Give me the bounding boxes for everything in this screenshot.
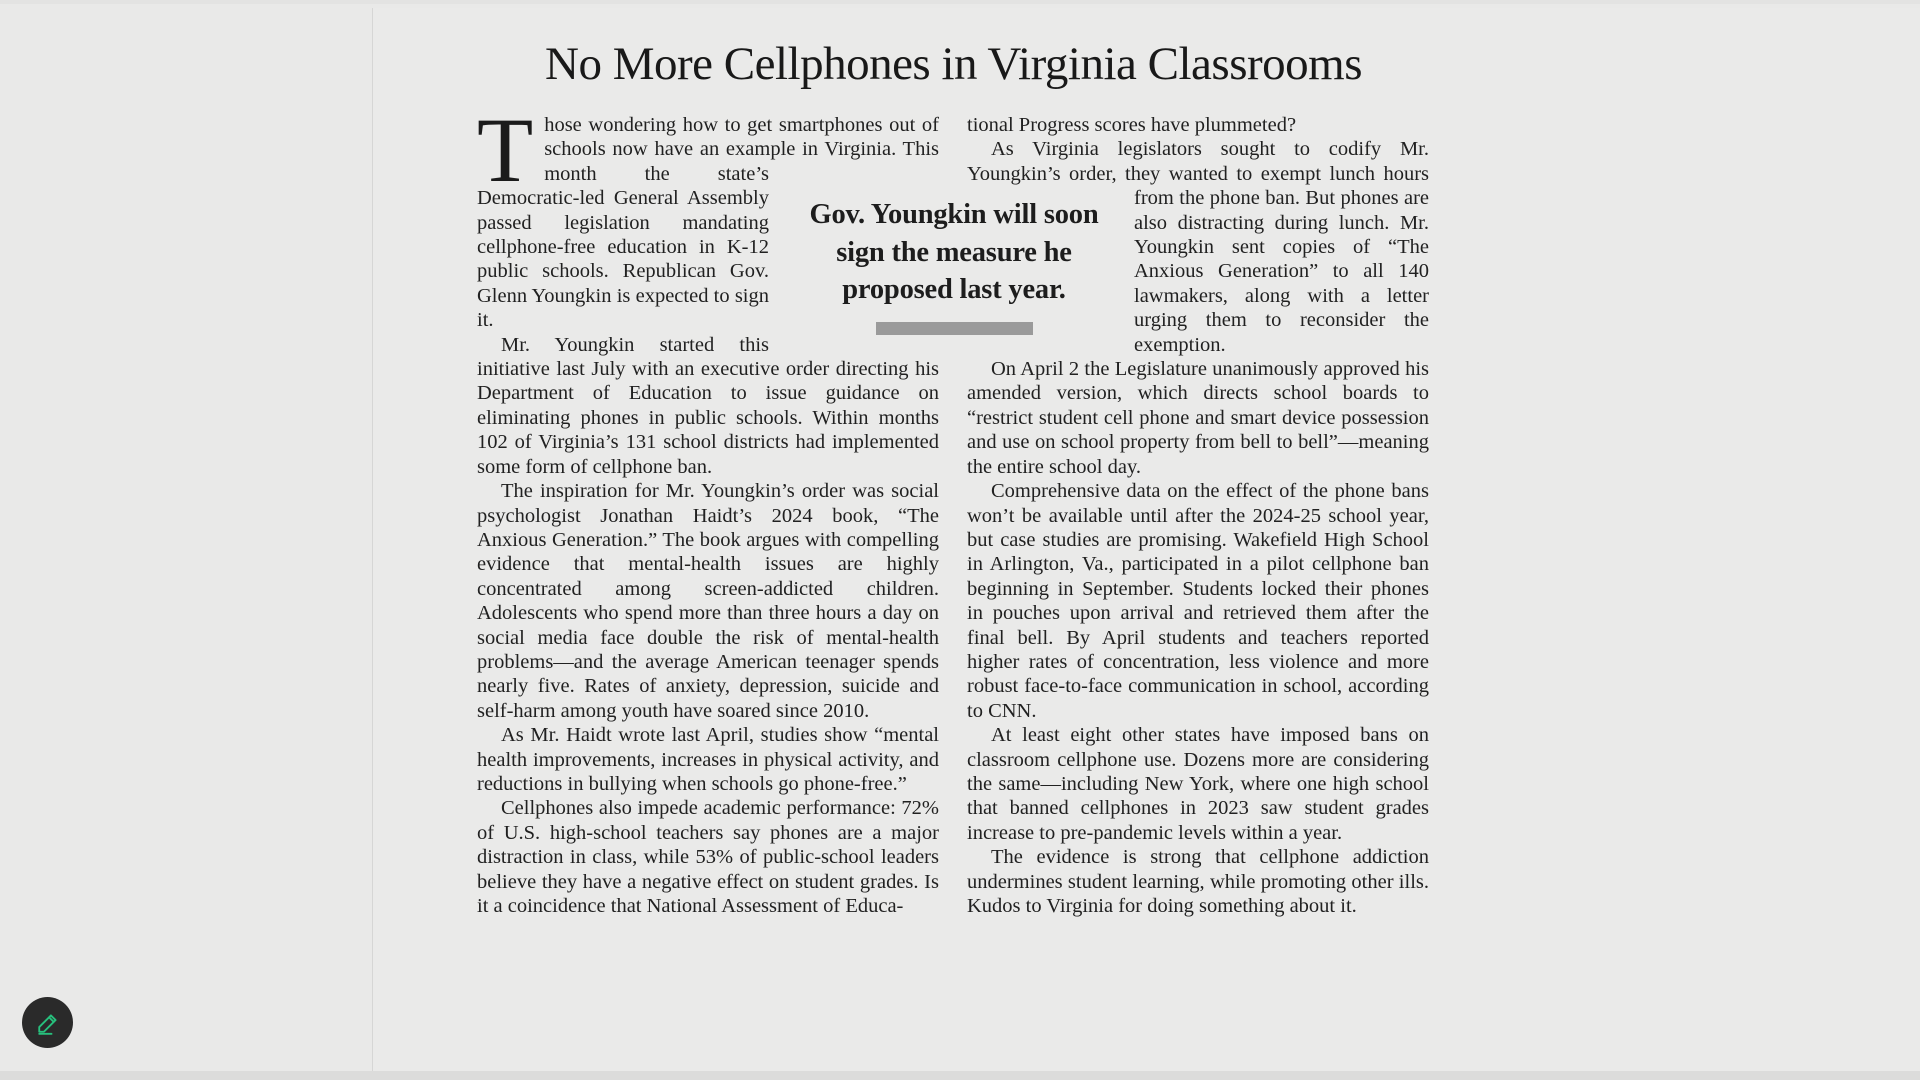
pencil-icon bbox=[34, 1009, 62, 1037]
paragraph: The evidence is strong that cellphone addiction undermines student learning, while promoting other ills. Kudos to Virginia for doing something about it. bbox=[967, 846, 1429, 917]
text-before-quote: As Virginia legislators sought to codify Mr. Youngkin’s order, they wanted to exempt lunch bbox=[967, 138, 1429, 185]
paragraph: Mr. Youngkin started this initiative last July with an executive order directing his Department of Education to issue guidance on eliminating phones in public schools. Within months 102 of Virginia’s 131 school districts had implemented some form of cellphone ban. bbox=[477, 333, 939, 478]
window-top-edge bbox=[0, 0, 1920, 4]
pull-quote-divider bbox=[876, 322, 1033, 335]
drop-cap: T bbox=[477, 99, 534, 201]
text-after-quote: hours from the phone ban. But phones are also distracting during lunch. Mr. Youngkin sent copies of “The Anxious Generation” to all 140 lawmakers, along with a letter urging them to reconsider the exemption. bbox=[1134, 162, 1429, 356]
lead-text-after-quote: state’s Democratic-led General Assembly passed legislation mandating cellphone-free education in K-12 public schools. Republican Gov. Glenn Youngkin is expected to sign it. bbox=[477, 162, 769, 332]
window-bottom-edge bbox=[0, 1071, 1920, 1080]
article-title: No More Cellphones in Virginia Classrooms bbox=[545, 38, 1362, 90]
paragraph: Cellphones also impede academic performance: 72% of U.S. high-school teachers say phones are a major distraction in class, while 53% of public-school leaders believe they have a negative effect on student grades. Is it a coincidence that National Assessment of Educa- bbox=[477, 797, 939, 917]
lead-text-before-quote: hose wondering how to get smartphones out of schools now have an example in Virginia. This month the bbox=[544, 114, 939, 185]
pull-quote bbox=[797, 196, 1111, 335]
paragraph: Comprehensive data on the effect of the phone bans won’t be available until after the 2024-25 school year, but case studies are promising. Wakefield High School in Arlington, Va., participated in a pilot cellphone ban beginning in September. Students locked their phones in pouches upon arrival and retrieved them after the final bell. By April students and teachers reported higher rates of concentration, less violence and more robust face-to-face communication in school, according to CNN. bbox=[967, 480, 1429, 722]
paragraph: On April 2 the Legislature unanimously approved his amended version, which directs school boards to “restrict student cell phone and smart device possession and use on school property from bell to bell”—meaning the entire school day. bbox=[967, 358, 1429, 478]
continuation-paragraph: tional Progress scores have plummeted? bbox=[967, 114, 1297, 136]
pull-quote-text: Gov. Youngkin will soon sign the measure he proposed last year. bbox=[809, 199, 1099, 305]
paragraph: The inspiration for Mr. Youngkin’s order was social psychologist Jonathan Haidt’s 2024 book, “The Anxious Generation.” The book argues with compelling evidence that mental-health issues are highly concentrated among screen-addicted children. Adolescents who spend more than three hours a day on social media face double the risk of mental-health problems—and the average American teenager spends nearly five. Rates of anxiety, depression, suicide and self-harm among youth have soared since 2010. bbox=[477, 480, 939, 722]
article-page bbox=[372, 8, 1920, 1071]
annotate-button[interactable] bbox=[22, 997, 73, 1048]
paragraph: At least eight other states have imposed bans on classroom cellphone use. Dozens more are considering the same—including New York, where one high school that banned cellphones in 2023 saw student grades increase to pre-pandemic levels within a year. bbox=[967, 724, 1429, 844]
paragraph: As Mr. Haidt wrote last April, studies show “mental health improvements, increases in physical activity, and reductions in bullying when schools go phone-free.” bbox=[477, 724, 939, 795]
